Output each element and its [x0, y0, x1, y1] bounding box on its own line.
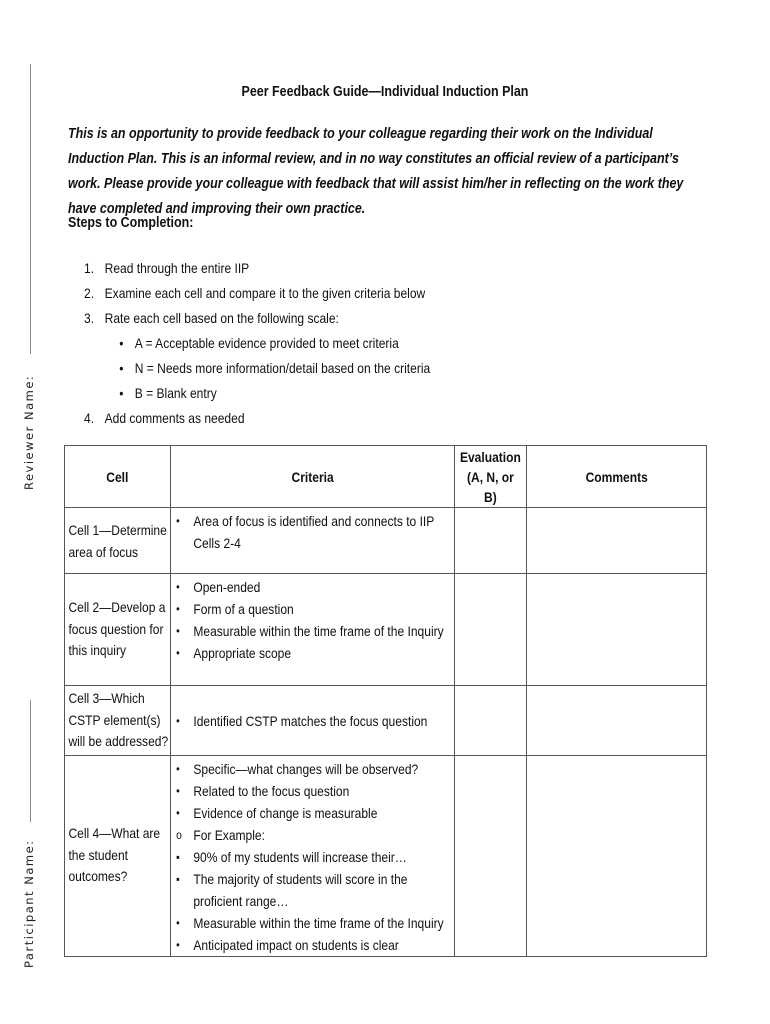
table-row — [65, 574, 707, 686]
comments-input[interactable] — [526, 574, 706, 686]
criteria-item: ▪ The majority of students will score in the proficient range… — [175, 870, 408, 909]
steps-list — [84, 256, 430, 431]
cell-name: Cell 4—What are the student outcomes? — [65, 755, 171, 956]
table-row — [65, 508, 707, 574]
criteria-item: • Specific—what changes will be observed? — [175, 760, 418, 777]
criteria-cell — [170, 686, 454, 756]
criteria-item: • Identified CSTP matches the focus question — [175, 713, 428, 730]
step-item: 3. Rate each cell based on the following scale: — [84, 310, 339, 326]
criteria-item: • Measurable within the time frame of the Inquiry — [175, 623, 444, 639]
header-evaluation: Evaluation (A, N, or B) — [454, 446, 526, 508]
criteria-cell — [170, 574, 454, 686]
table-header-row — [65, 446, 707, 508]
table-row — [65, 755, 707, 956]
criteria-item: • Form of a question — [175, 601, 294, 617]
criteria-item: ▪ 90% of my students will increase their… — [175, 848, 407, 865]
scale-item: • N = Needs more information/detail based on the criteria — [119, 360, 431, 376]
header-comments: Comments — [526, 446, 706, 508]
participant-name-line — [30, 700, 31, 822]
cell-name: Cell 1—Determine area of focus — [65, 508, 171, 574]
evaluation-input[interactable] — [454, 686, 526, 756]
comments-input[interactable] — [526, 686, 706, 756]
criteria-item: • Anticipated impact on students is clear — [175, 936, 399, 953]
criteria-item: o For Example: — [175, 826, 265, 843]
intro-paragraph: This is an opportunity to provide feedback to your colleague regarding their work on the Individual Induction Plan. This is an informal review, and in no way constitutes an official review of a participant’s work. Please provide your colleague with feedback that will assist him/her in reflecting on the work they have completed and improving their own practice. — [68, 126, 684, 217]
criteria-cell — [170, 508, 454, 574]
criteria-item: • Measurable within the time frame of the Inquiry — [175, 914, 444, 931]
criteria-item: • Related to the focus question — [175, 782, 349, 799]
criteria-item: • Area of focus is identified and connects to IIP Cells 2-4 — [175, 513, 434, 551]
scale-item: • A = Acceptable evidence provided to meet criteria — [119, 335, 399, 351]
step-item: 4. Add comments as needed — [84, 410, 245, 426]
criteria-item: • Open-ended — [175, 579, 260, 595]
steps-heading: Steps to Completion: — [68, 215, 194, 231]
evaluation-input[interactable] — [454, 755, 526, 956]
reviewer-name-label[interactable]: Reviewer Name: — [22, 374, 36, 490]
page-title: Peer Feedback Guide—Individual Induction Plan — [241, 84, 529, 100]
header-cell: Cell — [65, 446, 171, 508]
table-row — [65, 686, 707, 756]
step-item: 1. Read through the entire IIP — [84, 260, 250, 276]
reviewer-name-line — [30, 64, 31, 354]
comments-input[interactable] — [526, 508, 706, 574]
scale-item: • B = Blank entry — [119, 385, 217, 401]
criteria-item: • Evidence of change is measurable — [175, 804, 378, 821]
cell-name: Cell 3—Which CSTP element(s) will be addressed? — [65, 686, 171, 756]
criteria-item: • Appropriate scope — [175, 645, 291, 661]
cell-name: Cell 2—Develop a focus question for this inquiry — [65, 574, 171, 686]
participant-name-label[interactable]: Participant Name: — [22, 839, 36, 968]
header-criteria: Criteria — [170, 446, 454, 508]
comments-input[interactable] — [526, 755, 706, 956]
evaluation-input[interactable] — [454, 508, 526, 574]
evaluation-input[interactable] — [454, 574, 526, 686]
criteria-cell — [170, 755, 454, 956]
evaluation-table — [64, 445, 707, 957]
step-item: 2. Examine each cell and compare it to the given criteria below — [84, 285, 426, 301]
